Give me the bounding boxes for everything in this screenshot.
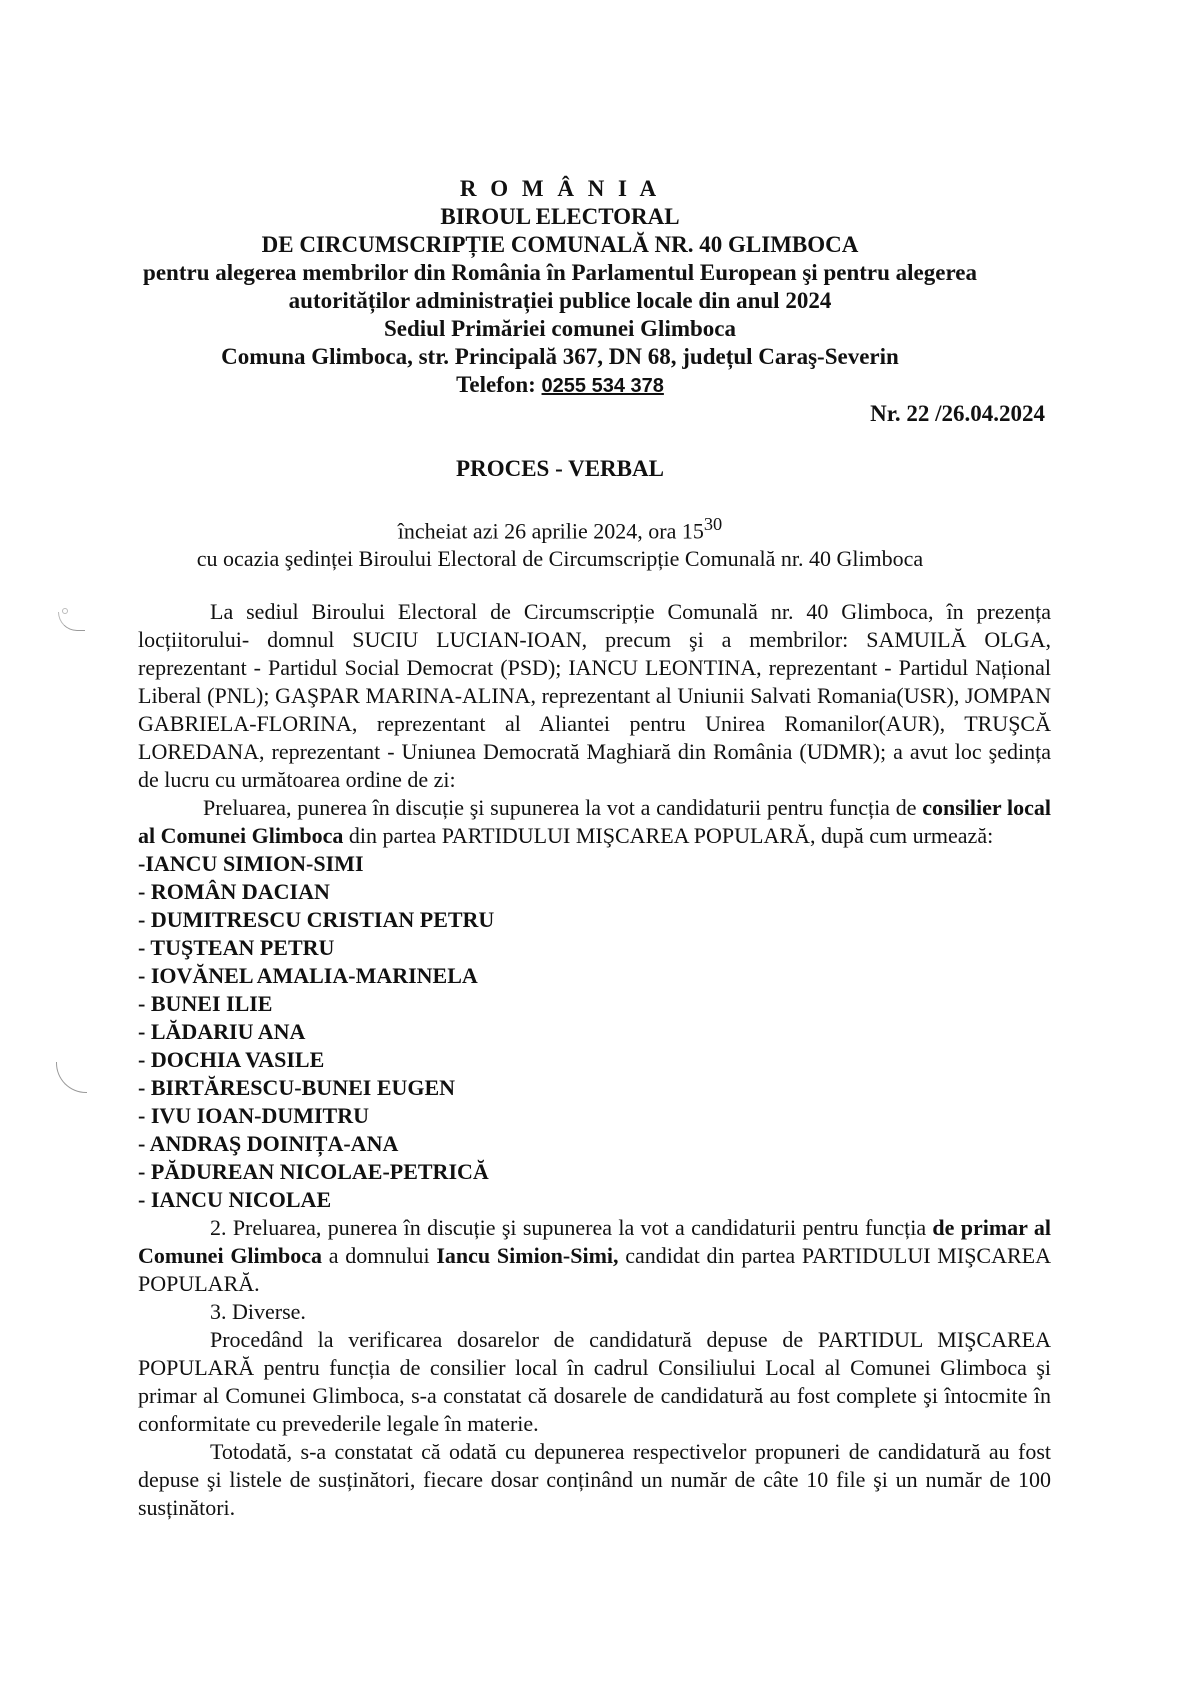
time-superscript: 30 <box>703 514 723 534</box>
phone-number: 0255 534 378 <box>541 375 664 397</box>
address-line: Comuna Glimboca, str. Principală 367, DN 68, județul Caraş-Severin <box>221 344 899 369</box>
verification-paragraph: Procedând la verificarea dosarelor de candidatură depuse de PARTIDUL MIŞCAREA POPULARĂ pentru funcția de consilier local în cadrul Consiliului Local al Comunei Glimboca şi primar al Comunei Glimboca, s-a constatat că dosarele de candidatură au fost complete şi întocmite în conformitate cu prevederile legale în materie. <box>138 1327 1051 1436</box>
document-body <box>138 598 1051 1522</box>
candidate-item: -IANCU SIMION-SIMI <box>138 851 364 876</box>
seat-line: Sediul Primăriei comunei Glimboca <box>384 316 736 341</box>
punch-hole-mark <box>58 612 85 631</box>
punch-hole-mark <box>56 1062 87 1093</box>
intro-block <box>60 510 1060 573</box>
phone-line <box>60 371 1060 400</box>
candidate-list <box>138 850 1051 1214</box>
candidate-item: - BIRTĂRESCU-BUNEI EUGEN <box>138 1075 456 1100</box>
candidate-item: - TUŞTEAN PETRU <box>138 935 335 960</box>
candidate-item: - IOVĂNEL AMALIA-MARINELA <box>138 963 478 988</box>
candidate-item: - PĂDUREAN NICOLAE-PETRICĂ <box>138 1159 489 1184</box>
candidate-item: - IANCU NICOLAE <box>138 1187 332 1212</box>
purpose-line: autorităților administrației publice locale din anul 2024 <box>288 288 832 313</box>
agenda-item-3: 3. Diverse. <box>210 1299 306 1324</box>
agenda-text: candidat din partea PARTIDULUI MIŞCAREA POPULARĂ. <box>138 1243 1051 1296</box>
agenda-item-2 <box>138 1214 1051 1298</box>
letterhead <box>60 175 1060 400</box>
attendance-paragraph: La sediul Biroului Electoral de Circumscripție Comunală nr. 40 Glimboca, în prezența locțiitorului- domnul SUCIU LUCIAN-IOAN, precum şi a membrilor: SAMUILĂ OLGA, reprezentant - Partidul Social Democrat (PSD); IANCU LEONTINA, reprezentant - Partidul Național Liberal (PNL); GAŞPAR MARINA-ALINA, reprezentant al Uniunii Salvati Romania(USR), JOMPAN GABRIELA-FLORINA, reprezentant al Aliantei pentru Unirea Romanilor(AUR), TRUŞCĂ LOREDANA, reprezentant - Uniunea Democrată Maghiară din România (UDMR); a avut loc şedința de lucru cu următoarea ordine de zi: <box>138 599 1051 792</box>
circumscription-name: DE CIRCUMSCRIPȚIE COMUNALĂ NR. 40 GLIMBOCA <box>261 232 859 257</box>
country-title: R O M Â N I A <box>459 176 661 201</box>
agenda-bold-text: consilier local al Comunei Glimboca <box>138 795 1051 848</box>
purpose-line: pentru alegerea membrilor din România în Parlamentul European şi pentru alegerea <box>143 260 977 285</box>
candidate-item: - IVU IOAN-DUMITRU <box>138 1103 369 1128</box>
agenda-bold-text: de primar al Comunei Glimboca <box>138 1215 1051 1268</box>
candidate-item: - ANDRAŞ DOINIȚA-ANA <box>138 1131 399 1156</box>
candidate-item: - LĂDARIU ANA <box>138 1019 306 1044</box>
agenda-text: a domnului <box>321 1243 437 1268</box>
candidate-item: - ROMÂN DACIAN <box>138 879 330 904</box>
candidate-item: - DUMITRESCU CRISTIAN PETRU <box>138 907 495 932</box>
agenda-text: din partea PARTIDULUI MIŞCAREA POPULARĂ, după cum urmează: <box>343 823 994 848</box>
document-number: Nr. 22 /26.04.2024 <box>870 401 1045 426</box>
candidate-name-bold: Iancu Simion-Simi, <box>436 1243 619 1268</box>
document-title: PROCES - VERBAL <box>456 456 664 481</box>
agenda-text: Preluarea, punerea în discuție şi supunerea la vot a candidaturii pentru funcția de <box>203 795 923 820</box>
supporters-paragraph: Totodată, s-a constatat că odată cu depunerea respectivelor propuneri de candidatură au fost depuse şi listele de susținători, fiecare dosar conținând un număr de câte 10 file şi un număr de 100 susținători. <box>138 1439 1051 1520</box>
occasion-line: cu ocazia şedinței Biroului Electoral de Circumscripție Comunală nr. 40 Glimboca <box>196 546 924 572</box>
candidate-item: - BUNEI ILIE <box>138 991 273 1016</box>
phone-label: Telefon: <box>456 372 542 397</box>
concluded-line <box>60 510 1060 545</box>
office-name: BIROUL ELECTORAL <box>440 204 680 229</box>
agenda-item-1 <box>138 794 1051 850</box>
agenda-text: 2. Preluarea, punerea în discuție şi supunerea la vot a candidaturii pentru funcția <box>210 1215 933 1240</box>
candidate-item: - DOCHIA VASILE <box>138 1047 325 1072</box>
concluded-text: încheiat azi 26 aprilie 2024, ora 15 <box>397 518 704 544</box>
